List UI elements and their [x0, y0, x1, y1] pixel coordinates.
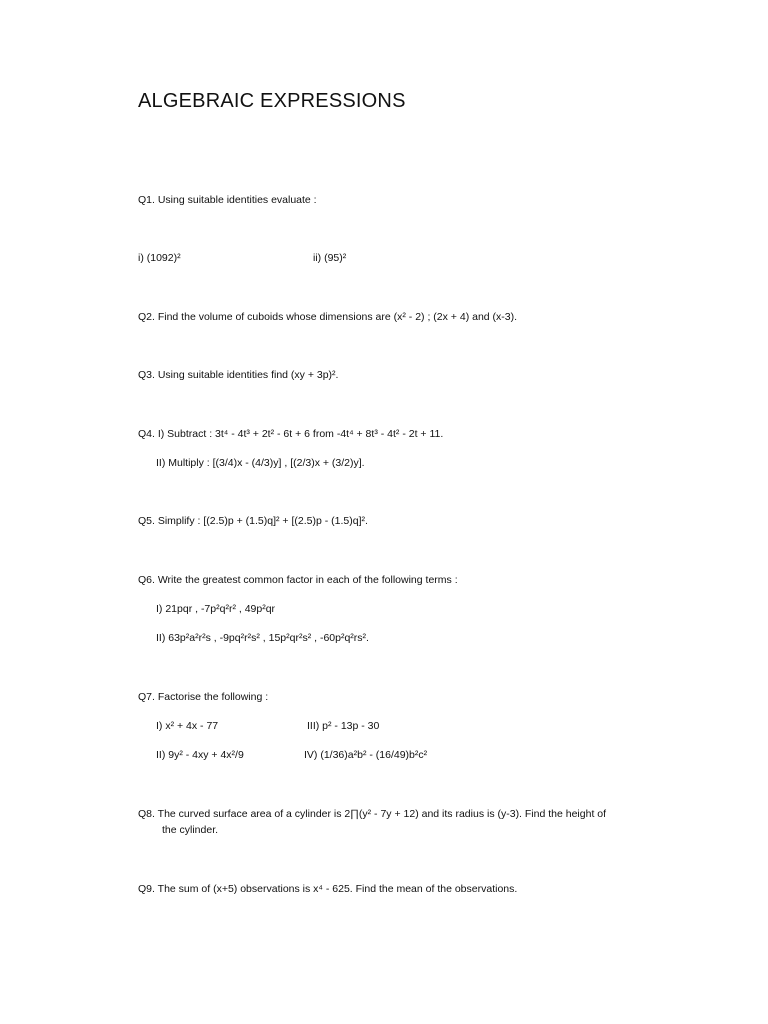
question-8-line-2: the cylinder.	[162, 824, 219, 836]
question-9: Q9. The sum of (x+5) observations is x⁴ - 625. Find the mean of the observations.	[138, 883, 518, 895]
question-1: Q1. Using suitable identities evaluate :	[138, 194, 317, 206]
question-5: Q5. Simplify : [(2.5)p + (1.5)q]² + [(2.5)p - (1.5)q]².	[138, 515, 368, 527]
question-1-part-ii: ii) (95)²	[313, 252, 347, 264]
question-7-part-ii: II) 9y² - 4xy + 4x²/9	[156, 749, 244, 761]
question-1-part-i: i) (1092)²	[138, 252, 181, 264]
question-7-part-i: I) x² + 4x - 77	[156, 720, 219, 732]
question-4-part-i: Q4. I) Subtract : 3t⁴ - 4t³ + 2t² - 6t + 6 from -4t⁴ + 8t³ - 4t² - 2t + 11.	[138, 428, 444, 440]
question-7: Q7. Factorise the following :	[138, 691, 269, 703]
question-3: Q3. Using suitable identities find (xy + 3p)².	[138, 369, 339, 381]
question-6-part-i: I) 21pqr , -7p²q²r² , 49p²qr	[156, 603, 276, 615]
question-7-part-iv: IV) (1/36)a²b² - (16/49)b²c²	[304, 749, 428, 761]
question-4-part-ii: II) Multiply : [(3/4)x - (4/3)y] , [(2/3)x + (3/2)y].	[156, 457, 365, 469]
question-6-part-ii: II) 63p²a²r²s , -9pq²r²s² , 15p²qr²s² , -60p²q²rs².	[156, 632, 369, 644]
question-6: Q6. Write the greatest common factor in each of the following terms :	[138, 574, 458, 586]
question-7-part-iii: III) p² - 13p - 30	[307, 720, 380, 732]
question-2: Q2. Find the volume of cuboids whose dimensions are (x² - 2) ; (2x + 4) and (x-3).	[138, 311, 518, 323]
page-title: ALGEBRAIC EXPRESSIONS	[138, 90, 406, 112]
question-8-line-1: Q8. The curved surface area of a cylinder is 2∏(y² - 7y + 12) and its radius is (y-3). Find the height of	[138, 808, 607, 820]
